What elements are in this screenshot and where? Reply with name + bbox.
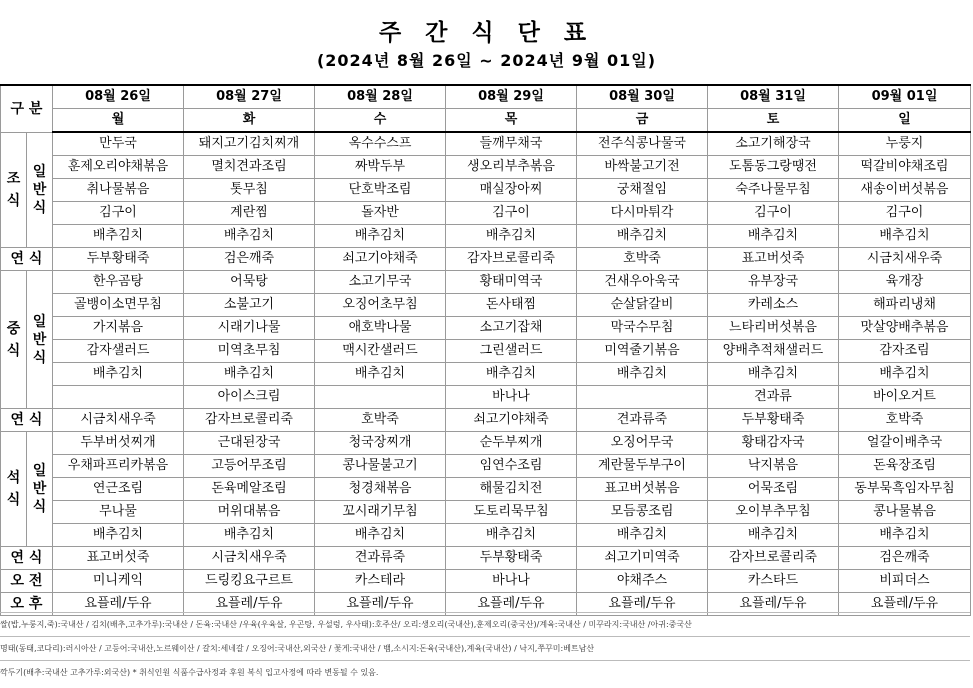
menu-item: 배추김치 xyxy=(184,363,315,386)
menu-item: 배추김치 xyxy=(839,363,971,386)
menu-item: 카스타드 xyxy=(708,570,839,593)
menu-item: 쇠고기야채죽 xyxy=(446,409,577,432)
breakfast-sub-label-char: 식 xyxy=(32,199,47,216)
menu-item: 바이오거트 xyxy=(839,386,971,409)
weekday-cell: 수 xyxy=(315,109,446,133)
header-day-row xyxy=(1,109,971,133)
menu-item: 검은깨죽 xyxy=(184,248,315,271)
menu-item: 호박죽 xyxy=(577,248,708,271)
menu-item xyxy=(577,386,708,409)
dinner-sub-label-char: 식 xyxy=(32,499,47,515)
weekday-cell: 금 xyxy=(577,109,708,133)
porridge-3-label: 연 식 xyxy=(1,547,53,570)
breakfast-row xyxy=(1,225,971,248)
menu-item: 육개장 xyxy=(839,271,971,294)
menu-item: 들깨무채국 xyxy=(446,132,577,156)
lunch-sub-label xyxy=(27,271,53,409)
menu-item: 생오리부추볶음 xyxy=(446,156,577,179)
menu-item: 계란찜 xyxy=(184,202,315,225)
dinner-row xyxy=(1,455,971,478)
menu-item: 요플레/두유 xyxy=(315,593,446,616)
breakfast-label xyxy=(1,132,27,248)
menu-item: 시금치새우죽 xyxy=(184,547,315,570)
menu-item: 궁채절임 xyxy=(577,179,708,202)
menu-item: 요플레/두유 xyxy=(577,593,708,616)
am-snack-label: 오 전 xyxy=(1,570,53,593)
menu-item: 배추김치 xyxy=(577,363,708,386)
dinner-label xyxy=(1,432,27,547)
menu-item: 도토리묵무침 xyxy=(446,501,577,524)
dinner-row xyxy=(1,501,971,524)
menu-item: 건새우아욱국 xyxy=(577,271,708,294)
date-cell: 08월 27일 xyxy=(184,85,315,109)
origin-note-line: 깍두기(배추:국내산 고추가루:외국산) * 취식인원 식품수급사정과 후원 복식 입고사정에 따라 변동될 수 있음. xyxy=(0,660,970,684)
menu-item: 두부황태죽 xyxy=(53,248,184,271)
menu-item: 배추김치 xyxy=(839,524,971,547)
menu-item: 콩나물볶음 xyxy=(839,501,971,524)
menu-item: 배추김치 xyxy=(315,225,446,248)
menu-item: 시금치새우죽 xyxy=(53,409,184,432)
menu-period: (2024년 8월 26일 ~ 2024년 9월 01일) xyxy=(316,51,657,70)
menu-item: 김구이 xyxy=(708,202,839,225)
menu-item: 검은깨죽 xyxy=(839,547,971,570)
menu-item: 배추김치 xyxy=(53,225,184,248)
menu-item: 다시마튀각 xyxy=(577,202,708,225)
menu-item: 해물김치전 xyxy=(446,478,577,501)
menu-item: 표고버섯죽 xyxy=(708,248,839,271)
menu-item: 떡갈비야채조림 xyxy=(839,156,971,179)
date-cell: 08월 26일 xyxy=(53,85,184,109)
menu-item: 표고버섯볶음 xyxy=(577,478,708,501)
menu-item: 견과류죽 xyxy=(315,547,446,570)
menu-item: 애호박나물 xyxy=(315,317,446,340)
date-cell: 08월 29일 xyxy=(446,85,577,109)
menu-item: 얼갈이배추국 xyxy=(839,432,971,455)
gubun-label: 구 분 xyxy=(1,85,53,132)
menu-item: 무나물 xyxy=(53,501,184,524)
menu-item: 단호박조림 xyxy=(315,179,446,202)
menu-item: 쇠고기야채죽 xyxy=(315,248,446,271)
menu-item: 오징어초무침 xyxy=(315,294,446,317)
menu-item: 배추김치 xyxy=(577,524,708,547)
menu-item: 돈육장조림 xyxy=(839,455,971,478)
menu-item: 청국장찌개 xyxy=(315,432,446,455)
menu-item: 김구이 xyxy=(53,202,184,225)
menu-item: 훈제오리야채볶음 xyxy=(53,156,184,179)
menu-item: 미역초무침 xyxy=(184,340,315,363)
menu-item: 감자조림 xyxy=(839,340,971,363)
lunch-row xyxy=(1,317,971,340)
breakfast-label-char: 식 xyxy=(6,192,21,209)
menu-item: 배추김치 xyxy=(315,524,446,547)
lunch-label-char: 중 xyxy=(6,320,21,337)
menu-item: 맥시칸샐러드 xyxy=(315,340,446,363)
origin-note-line: 명태(동태,코다리):러시아산 / 고등어:국내산,노르웨이산 / 갈치:세네갈 / 오징어:국내산,외국산 / 꽃게:국내산 / 뱀,소시지:돈육(국내산),계육(국내산) / 낙지,쭈꾸미:베트남산 xyxy=(0,636,970,660)
menu-item: 카레소스 xyxy=(708,294,839,317)
menu-item: 어묵탕 xyxy=(184,271,315,294)
origin-note-line: 쌀(밥,누룽지,죽):국내산 / 김치(배추,고추가루):국내산 / 돈육:국내산 /우육(우육살, 우곤탕, 우설렁, 우사태):호주산/ 오리:생오리(국내산),훈제오리(중국산)/계육:국내산 / 미꾸라지:국내산 /아귀:중국산 xyxy=(0,612,970,636)
dinner-sub-label-char: 반 xyxy=(32,481,47,497)
menu-item: 소고기잡채 xyxy=(446,317,577,340)
menu-item: 모듬콩조림 xyxy=(577,501,708,524)
menu-item: 새송이버섯볶음 xyxy=(839,179,971,202)
menu-item: 호박죽 xyxy=(839,409,971,432)
menu-item: 표고버섯죽 xyxy=(53,547,184,570)
menu-item: 막국수무침 xyxy=(577,317,708,340)
porridge-1-row xyxy=(1,248,971,271)
menu-item: 꼬시래기무침 xyxy=(315,501,446,524)
menu-item: 배추김치 xyxy=(446,524,577,547)
breakfast-sub-label xyxy=(27,132,53,248)
menu-item: 멸치견과조림 xyxy=(184,156,315,179)
menu-item: 황태미역국 xyxy=(446,271,577,294)
menu-item: 동부묵흑임자무침 xyxy=(839,478,971,501)
lunch-row xyxy=(1,294,971,317)
menu-item: 김구이 xyxy=(839,202,971,225)
lunch-row xyxy=(1,340,971,363)
menu-item: 배추김치 xyxy=(708,363,839,386)
menu-item: 청경채볶음 xyxy=(315,478,446,501)
menu-item: 톳무침 xyxy=(184,179,315,202)
menu-item: 카스테라 xyxy=(315,570,446,593)
menu-item: 배추김치 xyxy=(839,225,971,248)
menu-item: 아이스크림 xyxy=(184,386,315,409)
menu-item: 짜박두부 xyxy=(315,156,446,179)
porridge-3-row xyxy=(1,547,971,570)
menu-item: 쇠고기미역죽 xyxy=(577,547,708,570)
dinner-label-char: 식 xyxy=(6,492,21,508)
menu-item: 배추김치 xyxy=(708,225,839,248)
menu-item: 야채주스 xyxy=(577,570,708,593)
menu-item: 골뱅이소면무침 xyxy=(53,294,184,317)
menu-item: 돈육메알조림 xyxy=(184,478,315,501)
breakfast-row xyxy=(1,156,971,179)
menu-item: 임연수조림 xyxy=(446,455,577,478)
menu-item: 옥수수스프 xyxy=(315,132,446,156)
menu-item: 배추김치 xyxy=(315,363,446,386)
menu-item: 전주식콩나물국 xyxy=(577,132,708,156)
menu-item: 견과류죽 xyxy=(577,409,708,432)
date-cell: 08월 30일 xyxy=(577,85,708,109)
menu-item: 미역줄기볶음 xyxy=(577,340,708,363)
dinner-label-char: 석 xyxy=(6,470,21,486)
menu-item: 오이부추무침 xyxy=(708,501,839,524)
menu-item: 미니케익 xyxy=(53,570,184,593)
menu-item: 소고기해장국 xyxy=(708,132,839,156)
menu-item: 순두부찌개 xyxy=(446,432,577,455)
menu-item: 두부버섯찌개 xyxy=(53,432,184,455)
menu-item: 콩나물불고기 xyxy=(315,455,446,478)
breakfast-row xyxy=(1,202,971,225)
menu-item: 매실장아찌 xyxy=(446,179,577,202)
date-cell: 08월 31일 xyxy=(708,85,839,109)
menu-item: 맛살양배추볶음 xyxy=(839,317,971,340)
menu-item: 고등어무조림 xyxy=(184,455,315,478)
lunch-row xyxy=(1,363,971,386)
dinner-sub-label xyxy=(27,432,53,547)
menu-item: 머위대볶음 xyxy=(184,501,315,524)
breakfast-row xyxy=(1,179,971,202)
breakfast-label-char: 조 xyxy=(6,170,21,187)
dinner-row xyxy=(1,432,971,455)
menu-item: 요플레/두유 xyxy=(53,593,184,616)
dinner-sub-label-char: 일 xyxy=(32,463,47,479)
breakfast-sub-label-char: 일 xyxy=(32,163,47,180)
menu-item: 오징어무국 xyxy=(577,432,708,455)
weekday-cell: 일 xyxy=(839,109,971,133)
dinner-row xyxy=(1,478,971,501)
menu-item: 취나물볶음 xyxy=(53,179,184,202)
am-snack-row xyxy=(1,570,971,593)
menu-item: 배추김치 xyxy=(53,363,184,386)
dinner-row xyxy=(1,524,971,547)
porridge-1-label: 연 식 xyxy=(1,248,53,271)
menu-item: 배추김치 xyxy=(446,363,577,386)
weekly-menu-table xyxy=(0,84,971,616)
weekday-cell: 목 xyxy=(446,109,577,133)
lunch-row xyxy=(1,386,971,409)
menu-item: 도톰동그랑땡전 xyxy=(708,156,839,179)
menu-item: 누룽지 xyxy=(839,132,971,156)
menu-item: 순살닭갈비 xyxy=(577,294,708,317)
menu-item: 요플레/두유 xyxy=(184,593,315,616)
menu-item: 두부황태죽 xyxy=(708,409,839,432)
porridge-2-row xyxy=(1,409,971,432)
menu-item: 두부황태죽 xyxy=(446,547,577,570)
menu-item: 돼지고기김치찌개 xyxy=(184,132,315,156)
menu-item: 만두국 xyxy=(53,132,184,156)
menu-item: 우채파프리카볶음 xyxy=(53,455,184,478)
menu-item: 비피더스 xyxy=(839,570,971,593)
porridge-2-label: 연 식 xyxy=(1,409,53,432)
lunch-row xyxy=(1,271,971,294)
menu-item: 바나나 xyxy=(446,570,577,593)
lunch-sub-label-char: 반 xyxy=(32,331,47,348)
date-cell: 08월 28일 xyxy=(315,85,446,109)
menu-item: 김구이 xyxy=(446,202,577,225)
menu-item: 요플레/두유 xyxy=(446,593,577,616)
date-cell: 09월 01일 xyxy=(839,85,971,109)
menu-item: 연근조림 xyxy=(53,478,184,501)
menu-item: 배추김치 xyxy=(184,524,315,547)
menu-item: 시래기나물 xyxy=(184,317,315,340)
breakfast-sub-label-char: 반 xyxy=(32,181,47,198)
menu-item: 배추김치 xyxy=(577,225,708,248)
menu-item: 돌자반 xyxy=(315,202,446,225)
page-title: 주 간 식 단 표 xyxy=(378,20,595,46)
menu-item xyxy=(53,386,184,409)
menu-item: 감자브로콜리죽 xyxy=(446,248,577,271)
menu-item: 낙지볶음 xyxy=(708,455,839,478)
menu-item: 유부장국 xyxy=(708,271,839,294)
menu-item: 감자브로콜리죽 xyxy=(708,547,839,570)
menu-item: 요플레/두유 xyxy=(708,593,839,616)
menu-item: 시금치새우죽 xyxy=(839,248,971,271)
menu-item: 소불고기 xyxy=(184,294,315,317)
menu-item: 소고기무국 xyxy=(315,271,446,294)
menu-item: 돈사태찜 xyxy=(446,294,577,317)
menu-item: 가지볶음 xyxy=(53,317,184,340)
menu-item: 황태감자국 xyxy=(708,432,839,455)
menu-item: 배추김치 xyxy=(708,524,839,547)
menu-item: 배추김치 xyxy=(446,225,577,248)
menu-item: 견과류 xyxy=(708,386,839,409)
pm-snack-label: 오 후 xyxy=(1,593,53,616)
menu-item: 요플레/두유 xyxy=(839,593,971,616)
menu-item: 드링킹요구르트 xyxy=(184,570,315,593)
breakfast-row xyxy=(1,132,971,156)
menu-item: 배추김치 xyxy=(184,225,315,248)
weekday-cell: 월 xyxy=(53,109,184,133)
menu-item: 계란물두부구이 xyxy=(577,455,708,478)
lunch-label-char: 식 xyxy=(6,342,21,359)
menu-item: 그린샐러드 xyxy=(446,340,577,363)
menu-item: 양배추적채샐러드 xyxy=(708,340,839,363)
weekday-cell: 화 xyxy=(184,109,315,133)
menu-item: 느타리버섯볶음 xyxy=(708,317,839,340)
menu-item: 어묵조림 xyxy=(708,478,839,501)
menu-item: 근대된장국 xyxy=(184,432,315,455)
menu-item: 바싹불고기전 xyxy=(577,156,708,179)
menu-item: 한우곰탕 xyxy=(53,271,184,294)
menu-item: 숙주나물무침 xyxy=(708,179,839,202)
menu-item: 호박죽 xyxy=(315,409,446,432)
menu-item: 감자브로콜리죽 xyxy=(184,409,315,432)
menu-item: 감자샐러드 xyxy=(53,340,184,363)
weekday-cell: 토 xyxy=(708,109,839,133)
menu-item xyxy=(315,386,446,409)
origin-notes xyxy=(0,612,970,684)
lunch-sub-label-char: 일 xyxy=(32,313,47,330)
menu-item: 배추김치 xyxy=(53,524,184,547)
header-date-row xyxy=(1,85,971,109)
lunch-label xyxy=(1,271,27,409)
menu-item: 바나나 xyxy=(446,386,577,409)
lunch-sub-label-char: 식 xyxy=(32,349,47,366)
menu-item: 해파리냉채 xyxy=(839,294,971,317)
